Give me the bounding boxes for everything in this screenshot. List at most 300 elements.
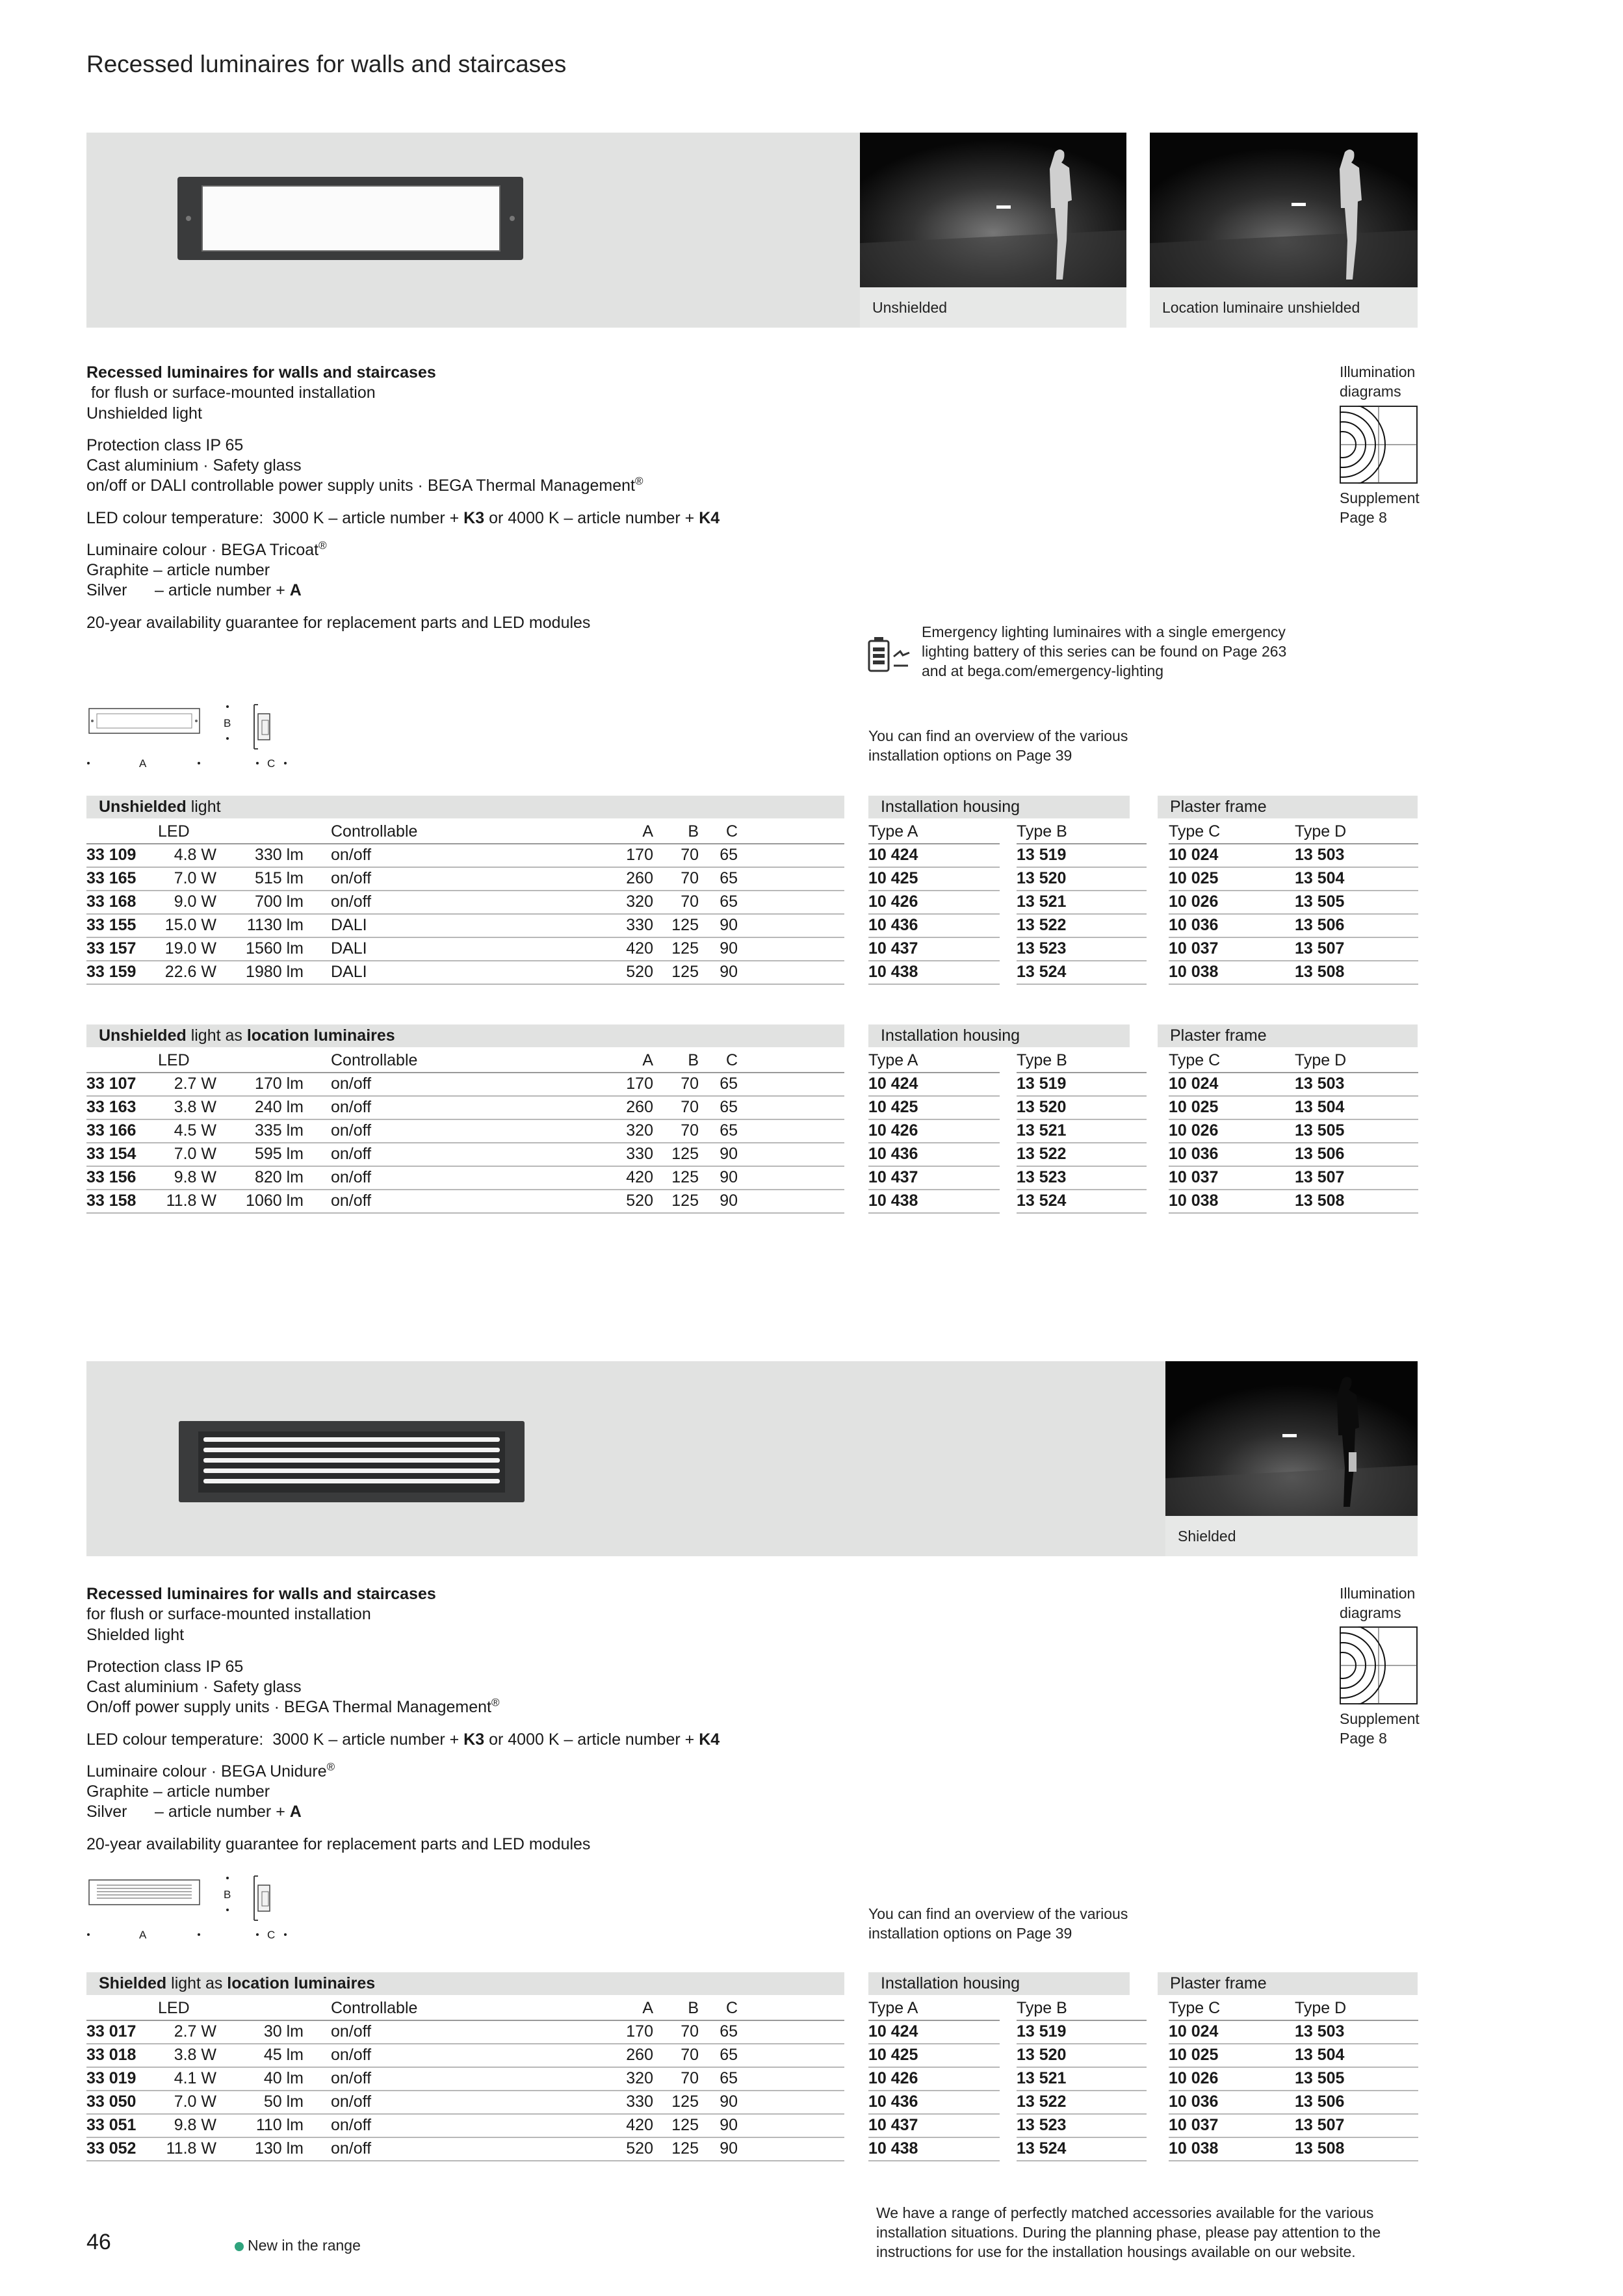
availability-guarantee: 20-year availability guarantee for replacement parts and LED modules: [86, 1834, 591, 1853]
colour-graphite: Graphite – article number: [86, 561, 270, 579]
description-section1: [86, 363, 834, 633]
led-wattage: 4.8 W: [157, 844, 233, 867]
table-row: [86, 937, 844, 961]
frame-type-d: 13 508: [1295, 961, 1418, 984]
housing-type-a: 10 426: [868, 891, 1008, 914]
led-wattage: 7.0 W: [157, 1143, 233, 1166]
spacer: [738, 867, 844, 891]
housing-type-a: 10 436: [868, 1143, 1008, 1166]
emergency-battery-icon: [866, 634, 912, 683]
led-wattage: 2.7 W: [157, 2020, 233, 2044]
installation-housing-header: Installation housing: [868, 1972, 1130, 1995]
dimension-a: 260: [549, 867, 653, 891]
frame-type-d: 13 504: [1295, 867, 1418, 891]
table-row: [868, 914, 1418, 937]
dimension-drawing-shielded: [86, 1872, 301, 1949]
article-number: 33 168: [86, 891, 157, 914]
dimension-c: 90: [699, 914, 738, 937]
dimension-b: 125: [653, 1166, 699, 1190]
dimension-c: 90: [699, 2114, 738, 2137]
dimension-b: 70: [653, 2020, 699, 2044]
spacer: [738, 937, 844, 961]
table-row: [86, 891, 844, 914]
housing-type-b: 13 523: [1008, 1166, 1158, 1190]
frame-type-d: 13 508: [1295, 1190, 1418, 1213]
frame-type-d: 13 505: [1295, 891, 1418, 914]
power-supply: on/off or DALI controllable power supply units · BEGA Thermal Management®: [86, 475, 643, 495]
frame-type-d: 13 506: [1295, 2091, 1418, 2114]
lumen-output: 110 lm: [233, 2114, 331, 2137]
frame-type-c: 10 025: [1158, 2044, 1295, 2067]
housing-type-a: 10 425: [868, 2044, 1008, 2067]
unshielded-luminaire-image: [86, 133, 860, 328]
table-row: [868, 891, 1418, 914]
spacer: [738, 914, 844, 937]
dimension-drawing-unshielded: [86, 701, 301, 777]
frame-type-d: 13 504: [1295, 2044, 1418, 2067]
controllable: on/off: [331, 2044, 549, 2067]
housing-type-a: 10 424: [868, 1073, 1008, 1096]
frame-type-c: 10 038: [1158, 961, 1295, 984]
housing-type-a: 10 437: [868, 2114, 1008, 2137]
dimension-b: 125: [653, 2114, 699, 2137]
description-section2: [86, 1584, 834, 1855]
led-wattage: 7.0 W: [157, 2091, 233, 2114]
frame-type-d: 13 503: [1295, 1073, 1418, 1096]
photo-shielded: [1165, 1361, 1418, 1516]
spacer: [738, 1166, 844, 1190]
shielded-location-product-table: LED Controllable A B C 33 017 2.7 W 30 lm on/off 170 70 65 33 018 3.8 W 45 lm on/off 260 70 65 33 019 4.1 W 40 lm on/off 320 70 65 33 050 7.0 W 50 lm on/off 330 125 90 33 051 9.8 W 110 lm on/off 420 125 90 33 052 11.8 W 130 lm on/off 520 125 90: [86, 1997, 844, 2161]
lumen-output: 1130 lm: [233, 914, 331, 937]
table-row: [86, 1073, 844, 1096]
led-wattage: 3.8 W: [157, 1096, 233, 1119]
housing-type-b: 13 520: [1008, 867, 1158, 891]
led-wattage: 22.6 W: [157, 961, 233, 984]
colour-temperature: LED colour temperature: 3000 K – article number + K3 or 4000 K – article number + K4: [86, 1730, 720, 1749]
dimension-a: 420: [549, 1166, 653, 1190]
housing-type-a: 10 426: [868, 2067, 1008, 2091]
dimension-c: 90: [699, 961, 738, 984]
led-wattage: 2.7 W: [157, 1073, 233, 1096]
led-wattage: 4.1 W: [157, 2067, 233, 2091]
table-row: [868, 867, 1418, 891]
housing-type-b: 13 522: [1008, 2091, 1158, 2114]
table-row: [868, 1119, 1418, 1143]
housing-type-b: 13 522: [1008, 914, 1158, 937]
led-wattage: 7.0 W: [157, 867, 233, 891]
frame-type-d: 13 506: [1295, 914, 1418, 937]
frame-type-c: 10 037: [1158, 937, 1295, 961]
spacer: [738, 1096, 844, 1119]
table-row: [868, 1073, 1418, 1096]
spacer: [738, 961, 844, 984]
controllable: on/off: [331, 2067, 549, 2091]
housing-type-b: 13 523: [1008, 937, 1158, 961]
article-number: 33 166: [86, 1119, 157, 1143]
dimension-a: 330: [549, 914, 653, 937]
led-wattage: 19.0 W: [157, 937, 233, 961]
frame-type-d: 13 503: [1295, 2020, 1418, 2044]
table-row: [86, 2020, 844, 2044]
frame-type-c: 10 026: [1158, 2067, 1295, 2091]
housing-type-a: 10 438: [868, 2137, 1008, 2161]
dimension-b-label: B: [224, 717, 231, 729]
table-row: [868, 2137, 1418, 2161]
spacer: [738, 2114, 844, 2137]
frame-type-d: 13 508: [1295, 2137, 1418, 2161]
table-title-unshielded: Unshielded light: [86, 796, 844, 818]
article-number: 33 107: [86, 1073, 157, 1096]
luminaire-colour: Luminaire colour · BEGA Tricoat®: [86, 539, 327, 559]
dimension-a: 320: [549, 1119, 653, 1143]
frame-type-c: 10 024: [1158, 844, 1295, 867]
controllable: on/off: [331, 1143, 549, 1166]
article-number: 33 163: [86, 1096, 157, 1119]
lumen-output: 240 lm: [233, 1096, 331, 1119]
dimension-b: 70: [653, 844, 699, 867]
frame-type-d: 13 505: [1295, 1119, 1418, 1143]
table-row: [86, 2044, 844, 2067]
article-number: 33 157: [86, 937, 157, 961]
dimension-b: 125: [653, 1190, 699, 1213]
col-controllable: Controllable: [331, 820, 549, 844]
dimension-b: 70: [653, 891, 699, 914]
spacer: [738, 2067, 844, 2091]
table-row: [86, 2067, 844, 2091]
lumen-output: 45 lm: [233, 2044, 331, 2067]
dimension-b: 125: [653, 914, 699, 937]
unshielded-product-table: [86, 820, 844, 985]
housing-type-b: 13 519: [1008, 1073, 1158, 1096]
dimension-c: 65: [699, 2044, 738, 2067]
controllable: on/off: [331, 2137, 549, 2161]
controllable: on/off: [331, 867, 549, 891]
colour-silver: Silver – article number + A: [86, 1803, 302, 1821]
lumen-output: 515 lm: [233, 867, 331, 891]
frame-type-c: 10 025: [1158, 867, 1295, 891]
spacer: [738, 1119, 844, 1143]
controllable: DALI: [331, 914, 549, 937]
accessory-table-2: Type A Type B Type C Type D 10 424 13 519 10 024 13 503 10 425 13 520 10 025 13 504 10 426 13 521 10 026 13 505 10 436 13 522 10 036 13 506 10 437 13 523 10 037 13 507 10 438 13 524 10 038 13 508: [868, 1049, 1418, 1214]
housing-type-a: 10 425: [868, 1096, 1008, 1119]
material: Cast aluminium · Safety glass: [86, 1678, 302, 1696]
supplement-reference: Supplement Page 8: [1340, 1710, 1420, 1747]
dimension-c-label: C: [267, 1929, 276, 1941]
article-number: 33 017: [86, 2020, 157, 2044]
housing-type-b: 13 520: [1008, 2044, 1158, 2067]
led-wattage: 11.8 W: [157, 1190, 233, 1213]
table-row: [868, 937, 1418, 961]
dimension-a: 520: [549, 961, 653, 984]
dimension-c: 65: [699, 891, 738, 914]
lumen-output: 1560 lm: [233, 937, 331, 961]
frame-type-c: 10 038: [1158, 2137, 1295, 2161]
controllable: on/off: [331, 844, 549, 867]
table-row: [86, 2091, 844, 2114]
lumen-output: 330 lm: [233, 844, 331, 867]
controllable: on/off: [331, 2091, 549, 2114]
spacer: [738, 1073, 844, 1096]
dimension-c: 65: [699, 1119, 738, 1143]
col-c: C: [699, 820, 738, 844]
housing-type-b: 13 524: [1008, 2137, 1158, 2161]
new-in-range-dot-icon: [235, 2242, 244, 2251]
controllable: on/off: [331, 1166, 549, 1190]
dimension-c: 90: [699, 2091, 738, 2114]
dimension-a: 320: [549, 891, 653, 914]
frame-type-c: 10 024: [1158, 1073, 1295, 1096]
colour-graphite: Graphite – article number: [86, 1782, 270, 1801]
dimension-c: 65: [699, 867, 738, 891]
table-row: [86, 914, 844, 937]
dimension-b: 70: [653, 2067, 699, 2091]
housing-type-a: 10 436: [868, 2091, 1008, 2114]
table-row: [868, 844, 1418, 867]
article-number: 33 019: [86, 2067, 157, 2091]
led-wattage: 4.5 W: [157, 1119, 233, 1143]
housing-type-b: 13 524: [1008, 1190, 1158, 1213]
dimension-c: 65: [699, 2020, 738, 2044]
article-number: 33 155: [86, 914, 157, 937]
led-wattage: 9.8 W: [157, 1166, 233, 1190]
led-wattage: 9.8 W: [157, 2114, 233, 2137]
article-number: 33 165: [86, 867, 157, 891]
table-row: [868, 2044, 1418, 2067]
installation-overview-note: You can find an overview of the various installation options on Page 39: [868, 1905, 1128, 1942]
article-number: 33 154: [86, 1143, 157, 1166]
table-row: [86, 1119, 844, 1143]
table-title-shielded-location: Shielded light as location luminaires: [86, 1972, 844, 1995]
article-number: 33 156: [86, 1166, 157, 1190]
controllable: on/off: [331, 1096, 549, 1119]
description-line: for flush or surface-mounted installation: [86, 1605, 371, 1624]
controllable: DALI: [331, 937, 549, 961]
dimension-a: 520: [549, 2137, 653, 2161]
frame-type-c: 10 037: [1158, 2114, 1295, 2137]
spacer: [738, 1143, 844, 1166]
controllable: on/off: [331, 2020, 549, 2044]
frame-type-d: 13 506: [1295, 1143, 1418, 1166]
dimension-b: 70: [653, 1096, 699, 1119]
accessory-table-1: Type A Type B Type C Type D 10 424 13 519 10 024 13 503 10 425 13 520 10 025 13 504 10 426 13 521 10 026 13 505 10 436 13 522 10 036 13 506 10 437 13 523 10 037 13 507 10 438 13 524 10 038 13 508: [868, 820, 1418, 985]
installation-housing-header: Installation housing: [868, 1024, 1130, 1047]
housing-type-a: 10 426: [868, 1119, 1008, 1143]
lumen-output: 50 lm: [233, 2091, 331, 2114]
dimension-c: 65: [699, 844, 738, 867]
led-wattage: 11.8 W: [157, 2137, 233, 2161]
dimension-c: 65: [699, 1073, 738, 1096]
dimension-a: 170: [549, 1073, 653, 1096]
dimension-b: 125: [653, 2091, 699, 2114]
dimension-b: 70: [653, 1073, 699, 1096]
installation-overview-note: You can find an overview of the various installation options on Page 39: [868, 727, 1128, 764]
dimension-a: 320: [549, 2067, 653, 2091]
lumen-output: 40 lm: [233, 2067, 331, 2091]
illumination-diagram-icon[interactable]: [1340, 406, 1418, 489]
dimension-a: 520: [549, 1190, 653, 1213]
protection-class: Protection class IP 65: [86, 436, 244, 454]
frame-type-d: 13 507: [1295, 1166, 1418, 1190]
lumen-output: 700 lm: [233, 891, 331, 914]
table-row: [86, 844, 844, 867]
housing-type-b: 13 521: [1008, 2067, 1158, 2091]
controllable: on/off: [331, 1073, 549, 1096]
spacer: [738, 2020, 844, 2044]
spacer: [738, 844, 844, 867]
dimension-b: 125: [653, 961, 699, 984]
product-hero-shielded: [86, 1361, 1165, 1556]
caption-location-unshielded: Location luminaire unshielded: [1150, 287, 1418, 328]
frame-type-c: 10 037: [1158, 1166, 1295, 1190]
colour-silver: Silver – article number + A: [86, 581, 302, 600]
dimension-a-label: A: [139, 757, 147, 770]
product-hero-unshielded: [86, 133, 860, 328]
dimension-a: 260: [549, 2044, 653, 2067]
frame-type-c: 10 036: [1158, 1143, 1295, 1166]
installation-housing-header: Installation housing: [868, 796, 1130, 818]
article-number: 33 109: [86, 844, 157, 867]
photo-location-unshielded: [1150, 133, 1418, 287]
dimension-a: 170: [549, 844, 653, 867]
plaster-frame-header: Plaster frame: [1158, 1024, 1418, 1047]
led-wattage: 9.0 W: [157, 891, 233, 914]
frame-type-c: 10 026: [1158, 1119, 1295, 1143]
housing-type-a: 10 437: [868, 1166, 1008, 1190]
led-wattage: 3.8 W: [157, 2044, 233, 2067]
dimension-a: 170: [549, 2020, 653, 2044]
table-row: [868, 1190, 1418, 1213]
dimension-b: 125: [653, 2137, 699, 2161]
spacer: [738, 2137, 844, 2161]
frame-type-c: 10 025: [1158, 1096, 1295, 1119]
material: Cast aluminium · Safety glass: [86, 456, 302, 475]
article-number: 33 159: [86, 961, 157, 984]
dimension-c: 90: [699, 1190, 738, 1213]
table-row: [868, 961, 1418, 984]
col-a: A: [549, 820, 653, 844]
illumination-label: Illumination diagrams: [1340, 363, 1416, 400]
dimension-c: 90: [699, 937, 738, 961]
frame-type-d: 13 504: [1295, 1096, 1418, 1119]
lumen-output: 820 lm: [233, 1166, 331, 1190]
housing-type-b: 13 520: [1008, 1096, 1158, 1119]
col-b: B: [653, 820, 699, 844]
housing-type-b: 13 523: [1008, 2114, 1158, 2137]
illumination-label: Illumination diagrams: [1340, 1585, 1416, 1621]
dimension-b-label: B: [224, 1888, 231, 1901]
frame-type-c: 10 026: [1158, 891, 1295, 914]
article-number: 33 018: [86, 2044, 157, 2067]
controllable: on/off: [331, 1190, 549, 1213]
table-row: [86, 2137, 844, 2161]
availability-guarantee: 20-year availability guarantee for replacement parts and LED modules: [86, 613, 591, 632]
lumen-output: 335 lm: [233, 1119, 331, 1143]
frame-type-c: 10 036: [1158, 914, 1295, 937]
housing-type-a: 10 436: [868, 914, 1008, 937]
article-number: 33 158: [86, 1190, 157, 1213]
section-heading: Recessed luminaires for walls and staircases: [86, 1585, 436, 1603]
frame-type-d: 13 507: [1295, 2114, 1418, 2137]
housing-type-b: 13 519: [1008, 2020, 1158, 2044]
controllable: on/off: [331, 2114, 549, 2137]
article-number: 33 052: [86, 2137, 157, 2161]
lumen-output: 130 lm: [233, 2137, 331, 2161]
dimension-b: 125: [653, 937, 699, 961]
table-row: [86, 2114, 844, 2137]
table-row: [86, 961, 844, 984]
controllable: DALI: [331, 961, 549, 984]
table-title-unshielded-location: Unshielded light as location luminaires: [86, 1024, 844, 1047]
col-led: LED: [157, 820, 233, 844]
description-line: Shielded light: [86, 1625, 185, 1644]
dimension-a: 260: [549, 1096, 653, 1119]
table-row: [86, 1143, 844, 1166]
housing-type-b: 13 524: [1008, 961, 1158, 984]
plaster-frame-header: Plaster frame: [1158, 1972, 1418, 1995]
table-row: [868, 1096, 1418, 1119]
luminaire-colour: Luminaire colour · BEGA Unidure®: [86, 1760, 335, 1781]
table-row: [868, 2020, 1418, 2044]
table-row: [86, 1096, 844, 1119]
dimension-c: 90: [699, 1143, 738, 1166]
housing-type-b: 13 521: [1008, 891, 1158, 914]
table-row: [868, 1143, 1418, 1166]
dimension-b: 70: [653, 1119, 699, 1143]
page-title: Recessed luminaires for walls and staircases: [86, 51, 567, 77]
housing-type-a: 10 424: [868, 2020, 1008, 2044]
lumen-output: 30 lm: [233, 2020, 331, 2044]
table-row: [868, 2114, 1418, 2137]
spacer: [738, 1190, 844, 1213]
article-number: 33 051: [86, 2114, 157, 2137]
dimension-c-label: C: [267, 757, 276, 770]
frame-type-c: 10 038: [1158, 1190, 1295, 1213]
section-heading: Recessed luminaires for walls and staircases: [86, 363, 436, 382]
controllable: on/off: [331, 891, 549, 914]
lumen-output: 1980 lm: [233, 961, 331, 984]
caption-unshielded: Unshielded: [860, 287, 1126, 328]
unshielded-location-product-table: LED Controllable A B C 33 107 2.7 W 170 lm on/off 170 70 65 33 163 3.8 W 240 lm on/off 260 70 65 33 166 4.5 W 335 lm on/off 320 70 65 33 154 7.0 W 595 lm on/off 330 125 90 33 156 9.8 W 820 lm on/off 420 125 90 33 158 11.8 W 1060 lm on/off 520 125 90: [86, 1049, 844, 1214]
dimension-c: 65: [699, 2067, 738, 2091]
article-number: 33 050: [86, 2091, 157, 2114]
housing-type-a: 10 438: [868, 961, 1008, 984]
emergency-lighting-note: Emergency lighting luminaires with a single emergency lighting battery of this series can be found on Page 263 and at bega.com/emergency-lighting: [922, 623, 1287, 679]
page-number: 46: [86, 2230, 111, 2254]
table-row: [86, 1166, 844, 1190]
plaster-frame-header: Plaster frame: [1158, 796, 1418, 818]
frame-type-c: 10 024: [1158, 2020, 1295, 2044]
new-in-range-legend: New in the range: [235, 2236, 361, 2256]
dimension-c: 90: [699, 2137, 738, 2161]
illumination-diagram-icon[interactable]: [1340, 1626, 1418, 1710]
frame-type-c: 10 036: [1158, 2091, 1295, 2114]
controllable: on/off: [331, 1119, 549, 1143]
spacer: [738, 2044, 844, 2067]
dimension-a: 330: [549, 1143, 653, 1166]
housing-type-a: 10 438: [868, 1190, 1008, 1213]
dimension-a-label: A: [139, 1929, 147, 1941]
accessories-footer-note: We have a range of perfectly matched accessories available for the various installation situations. During the planning phase, please pay attention to the instructions for use for the installation housings available on our website.: [876, 2204, 1381, 2260]
spacer: [738, 891, 844, 914]
housing-type-a: 10 437: [868, 937, 1008, 961]
dimension-c: 65: [699, 1096, 738, 1119]
supplement-reference: Supplement Page 8: [1340, 489, 1420, 526]
led-wattage: 15.0 W: [157, 914, 233, 937]
description-line: Unshielded light: [86, 404, 202, 423]
lumen-output: 595 lm: [233, 1143, 331, 1166]
lumen-output: 1060 lm: [233, 1190, 331, 1213]
shielded-luminaire-image: [86, 1361, 1165, 1556]
